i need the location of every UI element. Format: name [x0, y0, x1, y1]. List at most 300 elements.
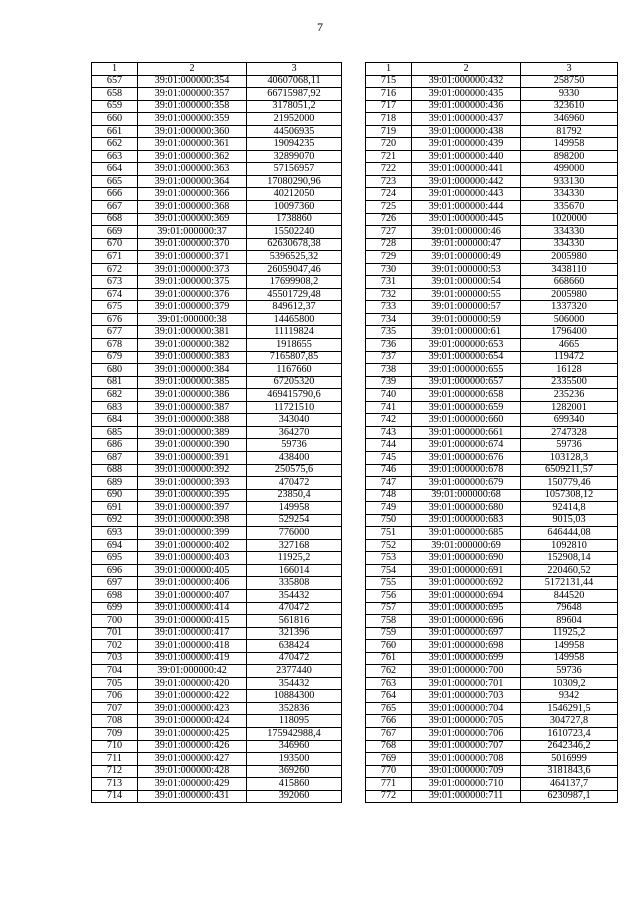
- table-row: [366, 702, 618, 715]
- cadastral-number-cell: 39:01:000000:366: [138, 188, 247, 201]
- table-row: [366, 665, 618, 678]
- cadastral-number-cell: 39:01:000000:429: [138, 778, 247, 791]
- row-number-cell: 657: [92, 75, 138, 88]
- cadastral-number-cell: 39:01:000000:38: [138, 313, 247, 326]
- table-row: [366, 527, 618, 540]
- cadastral-number-cell: 39:01:000000:359: [138, 113, 247, 126]
- value-cell: 699340: [521, 414, 618, 427]
- cadastral-number-cell: 39:01:000000:406: [138, 577, 247, 590]
- table-row: [92, 138, 342, 151]
- row-number-cell: 687: [92, 451, 138, 464]
- row-number-cell: 714: [92, 790, 138, 803]
- cadastral-number-cell: 39:01:000000:393: [138, 477, 247, 490]
- table-row: [92, 627, 342, 640]
- row-number-cell: 691: [92, 502, 138, 515]
- value-cell: 21952000: [247, 113, 342, 126]
- value-cell: 2747328: [521, 426, 618, 439]
- table-row: [92, 564, 342, 577]
- value-cell: 62630678,38: [247, 238, 342, 251]
- table-row: [92, 426, 342, 439]
- value-cell: 470472: [247, 602, 342, 615]
- cadastral-number-cell: 39:01:000000:655: [412, 364, 521, 377]
- value-cell: 5016999: [521, 753, 618, 766]
- table-row: [92, 552, 342, 565]
- table-row: [366, 615, 618, 628]
- value-cell: 11925,2: [521, 627, 618, 640]
- value-cell: 89604: [521, 615, 618, 628]
- row-number-cell: 750: [366, 514, 412, 527]
- row-number-cell: 733: [366, 301, 412, 314]
- row-number-cell: 695: [92, 552, 138, 565]
- table-row: [92, 640, 342, 653]
- column-header: 2: [412, 63, 521, 76]
- value-cell: 235236: [521, 389, 618, 402]
- table-row: [92, 414, 342, 427]
- value-cell: 898200: [521, 150, 618, 163]
- value-cell: 4665: [521, 339, 618, 352]
- table-row: [366, 477, 618, 490]
- table-row: [92, 313, 342, 326]
- row-number-cell: 681: [92, 376, 138, 389]
- table-row: [366, 640, 618, 653]
- cadastral-number-cell: 39:01:000000:392: [138, 464, 247, 477]
- table-row: [366, 238, 618, 251]
- row-number-cell: 761: [366, 652, 412, 665]
- value-cell: 5396525,32: [247, 251, 342, 264]
- cadastral-number-cell: 39:01:000000:384: [138, 364, 247, 377]
- value-cell: 470472: [247, 652, 342, 665]
- table-row: [92, 652, 342, 665]
- table-row: [366, 727, 618, 740]
- row-number-cell: 760: [366, 640, 412, 653]
- cadastral-number-cell: 39:01:000000:399: [138, 527, 247, 540]
- table-row: [92, 276, 342, 289]
- table-row: [366, 163, 618, 176]
- table-row: [92, 439, 342, 452]
- row-number-cell: 670: [92, 238, 138, 251]
- value-cell: 14465800: [247, 313, 342, 326]
- row-number-cell: 684: [92, 414, 138, 427]
- table-row: [92, 702, 342, 715]
- value-cell: 16128: [521, 364, 618, 377]
- row-number-cell: 738: [366, 364, 412, 377]
- column-header: 3: [521, 63, 618, 76]
- value-cell: 258750: [521, 75, 618, 88]
- value-cell: 19094235: [247, 138, 342, 151]
- cadastral-number-cell: 39:01:000000:706: [412, 727, 521, 740]
- value-cell: 321396: [247, 627, 342, 640]
- value-cell: 1610723,4: [521, 727, 618, 740]
- cadastral-number-cell: 39:01:000000:420: [138, 677, 247, 690]
- cadastral-number-cell: 39:01:000000:389: [138, 426, 247, 439]
- cadastral-number-cell: 39:01:000000:653: [412, 339, 521, 352]
- row-number-cell: 763: [366, 677, 412, 690]
- table-row: [92, 451, 342, 464]
- cadastral-number-cell: 39:01:000000:440: [412, 150, 521, 163]
- cadastral-number-cell: 39:01:000000:415: [138, 615, 247, 628]
- table-row: [366, 577, 618, 590]
- cadastral-number-cell: 39:01:000000:398: [138, 514, 247, 527]
- cadastral-number-cell: 39:01:000000:386: [138, 389, 247, 402]
- row-number-cell: 748: [366, 489, 412, 502]
- cadastral-number-cell: 39:01:000000:678: [412, 464, 521, 477]
- cadastral-number-cell: 39:01:000000:385: [138, 376, 247, 389]
- value-cell: 7165807,85: [247, 351, 342, 364]
- value-cell: 149958: [521, 138, 618, 151]
- row-number-cell: 663: [92, 150, 138, 163]
- value-cell: 334330: [521, 188, 618, 201]
- cadastral-number-cell: 39:01:000000:395: [138, 489, 247, 502]
- row-number-cell: 766: [366, 715, 412, 728]
- value-cell: 354432: [247, 677, 342, 690]
- table-row: [92, 150, 342, 163]
- row-number-cell: 696: [92, 564, 138, 577]
- row-number-cell: 739: [366, 376, 412, 389]
- table-row: [92, 389, 342, 402]
- value-cell: 369260: [247, 765, 342, 778]
- row-number-cell: 772: [366, 790, 412, 803]
- value-cell: 152908,14: [521, 552, 618, 565]
- row-number-cell: 669: [92, 226, 138, 239]
- value-cell: 364270: [247, 426, 342, 439]
- table-row: [92, 351, 342, 364]
- table-row: [366, 790, 618, 803]
- table-row: [92, 477, 342, 490]
- cadastral-number-cell: 39:01:000000:69: [412, 539, 521, 552]
- table-row: [366, 100, 618, 113]
- row-number-cell: 708: [92, 715, 138, 728]
- column-header: 1: [92, 63, 138, 76]
- table-row: [366, 602, 618, 615]
- table-row: [366, 690, 618, 703]
- table-row: [366, 627, 618, 640]
- row-number-cell: 722: [366, 163, 412, 176]
- cadastral-number-cell: 39:01:000000:437: [412, 113, 521, 126]
- row-number-cell: 744: [366, 439, 412, 452]
- column-header: 2: [138, 63, 247, 76]
- value-cell: 59736: [247, 439, 342, 452]
- cadastral-number-cell: 39:01:000000:692: [412, 577, 521, 590]
- cadastral-number-cell: 39:01:000000:61: [412, 326, 521, 339]
- value-cell: 17080290,96: [247, 175, 342, 188]
- value-cell: 15502240: [247, 226, 342, 239]
- cadastral-number-cell: 39:01:000000:698: [412, 640, 521, 653]
- row-number-cell: 706: [92, 690, 138, 703]
- table-row: [366, 426, 618, 439]
- row-number-cell: 725: [366, 201, 412, 214]
- row-number-cell: 699: [92, 602, 138, 615]
- cadastral-number-cell: 39:01:000000:55: [412, 288, 521, 301]
- cadastral-number-cell: 39:01:000000:388: [138, 414, 247, 427]
- table-row: [366, 514, 618, 527]
- row-number-cell: 767: [366, 727, 412, 740]
- cadastral-number-cell: 39:01:000000:360: [138, 125, 247, 138]
- row-number-cell: 723: [366, 175, 412, 188]
- table-row: [92, 464, 342, 477]
- value-cell: 150779,46: [521, 477, 618, 490]
- value-cell: 5172131,44: [521, 577, 618, 590]
- value-cell: 10309,2: [521, 677, 618, 690]
- row-number-cell: 727: [366, 226, 412, 239]
- left-register-table: [91, 62, 342, 803]
- value-cell: 3181843,6: [521, 765, 618, 778]
- cadastral-number-cell: 39:01:000000:441: [412, 163, 521, 176]
- row-number-cell: 675: [92, 301, 138, 314]
- value-cell: 844520: [521, 589, 618, 602]
- value-cell: 464137,7: [521, 778, 618, 791]
- table-row: [366, 414, 618, 427]
- value-cell: 6230987,1: [521, 790, 618, 803]
- value-cell: 118095: [247, 715, 342, 728]
- cadastral-number-cell: 39:01:000000:419: [138, 652, 247, 665]
- table-row: [366, 188, 618, 201]
- row-number-cell: 690: [92, 489, 138, 502]
- value-cell: 334330: [521, 226, 618, 239]
- table-row: [366, 753, 618, 766]
- row-number-cell: 758: [366, 615, 412, 628]
- value-cell: 1796400: [521, 326, 618, 339]
- table-row: [366, 226, 618, 239]
- cadastral-number-cell: 39:01:000000:431: [138, 790, 247, 803]
- cadastral-number-cell: 39:01:000000:371: [138, 251, 247, 264]
- cadastral-number-cell: 39:01:000000:417: [138, 627, 247, 640]
- row-number-cell: 703: [92, 652, 138, 665]
- cadastral-number-cell: 39:01:000000:414: [138, 602, 247, 615]
- value-cell: 334330: [521, 238, 618, 251]
- value-cell: 103128,3: [521, 451, 618, 464]
- value-cell: 438400: [247, 451, 342, 464]
- row-number-cell: 704: [92, 665, 138, 678]
- cadastral-number-cell: 39:01:000000:660: [412, 414, 521, 427]
- table-row: [92, 376, 342, 389]
- value-cell: 469415790,6: [247, 389, 342, 402]
- cadastral-number-cell: 39:01:000000:439: [412, 138, 521, 151]
- cadastral-number-cell: 39:01:000000:424: [138, 715, 247, 728]
- value-cell: 529254: [247, 514, 342, 527]
- cadastral-number-cell: 39:01:000000:354: [138, 75, 247, 88]
- column-header: 1: [366, 63, 412, 76]
- value-cell: 81792: [521, 125, 618, 138]
- row-number-cell: 746: [366, 464, 412, 477]
- value-cell: 346960: [247, 740, 342, 753]
- value-cell: 3178051,2: [247, 100, 342, 113]
- cadastral-number-cell: 39:01:000000:694: [412, 589, 521, 602]
- value-cell: 250575,6: [247, 464, 342, 477]
- table-row: [92, 577, 342, 590]
- row-number-cell: 671: [92, 251, 138, 264]
- row-number-cell: 728: [366, 238, 412, 251]
- cadastral-number-cell: 39:01:000000:705: [412, 715, 521, 728]
- table-row: [92, 715, 342, 728]
- table-row: [366, 326, 618, 339]
- cadastral-number-cell: 39:01:000000:425: [138, 727, 247, 740]
- table-row: [92, 753, 342, 766]
- value-cell: 776000: [247, 527, 342, 540]
- table-row: [92, 75, 342, 88]
- table-row: [92, 602, 342, 615]
- value-cell: 10884300: [247, 690, 342, 703]
- table-row: [366, 451, 618, 464]
- table-row: [92, 690, 342, 703]
- value-cell: 220460,52: [521, 564, 618, 577]
- cadastral-number-cell: 39:01:000000:680: [412, 502, 521, 515]
- cadastral-number-cell: 39:01:000000:709: [412, 765, 521, 778]
- row-number-cell: 740: [366, 389, 412, 402]
- value-cell: 2377440: [247, 665, 342, 678]
- value-cell: 1738860: [247, 213, 342, 226]
- cadastral-number-cell: 39:01:000000:683: [412, 514, 521, 527]
- table-row: [366, 75, 618, 88]
- cadastral-number-cell: 39:01:000000:68: [412, 489, 521, 502]
- cadastral-number-cell: 39:01:000000:362: [138, 150, 247, 163]
- table-row: [366, 263, 618, 276]
- table-row: [366, 125, 618, 138]
- row-number-cell: 668: [92, 213, 138, 226]
- value-cell: 415860: [247, 778, 342, 791]
- row-number-cell: 762: [366, 665, 412, 678]
- row-number-cell: 734: [366, 313, 412, 326]
- value-cell: 166014: [247, 564, 342, 577]
- cadastral-number-cell: 39:01:000000:37: [138, 226, 247, 239]
- table-row: [92, 238, 342, 251]
- value-cell: 11119824: [247, 326, 342, 339]
- cadastral-number-cell: 39:01:000000:654: [412, 351, 521, 364]
- table-row: [366, 740, 618, 753]
- row-number-cell: 745: [366, 451, 412, 464]
- row-number-cell: 756: [366, 589, 412, 602]
- value-cell: 149958: [521, 640, 618, 653]
- row-number-cell: 759: [366, 627, 412, 640]
- value-cell: 2335500: [521, 376, 618, 389]
- row-number-cell: 694: [92, 539, 138, 552]
- cadastral-number-cell: 39:01:000000:423: [138, 702, 247, 715]
- cadastral-number-cell: 39:01:000000:679: [412, 477, 521, 490]
- cadastral-number-cell: 39:01:000000:373: [138, 263, 247, 276]
- row-number-cell: 707: [92, 702, 138, 715]
- table-row: [366, 539, 618, 552]
- cadastral-number-cell: 39:01:000000:361: [138, 138, 247, 151]
- table-row: [92, 740, 342, 753]
- cadastral-number-cell: 39:01:000000:445: [412, 213, 521, 226]
- row-number-cell: 771: [366, 778, 412, 791]
- table-row: [366, 138, 618, 151]
- row-number-cell: 755: [366, 577, 412, 590]
- cadastral-number-cell: 39:01:000000:443: [412, 188, 521, 201]
- row-number-cell: 692: [92, 514, 138, 527]
- cadastral-number-cell: 39:01:000000:695: [412, 602, 521, 615]
- row-number-cell: 769: [366, 753, 412, 766]
- row-number-cell: 720: [366, 138, 412, 151]
- cadastral-number-cell: 39:01:000000:444: [412, 201, 521, 214]
- table-row: [92, 301, 342, 314]
- row-number-cell: 672: [92, 263, 138, 276]
- row-number-cell: 710: [92, 740, 138, 753]
- cadastral-number-cell: 39:01:000000:54: [412, 276, 521, 289]
- table-row: [92, 226, 342, 239]
- cadastral-number-cell: 39:01:000000:699: [412, 652, 521, 665]
- cadastral-number-cell: 39:01:000000:418: [138, 640, 247, 653]
- cadastral-number-cell: 39:01:000000:47: [412, 238, 521, 251]
- value-cell: 45501729,48: [247, 288, 342, 301]
- cadastral-number-cell: 39:01:000000:49: [412, 251, 521, 264]
- value-cell: 638424: [247, 640, 342, 653]
- row-number-cell: 680: [92, 364, 138, 377]
- row-number-cell: 664: [92, 163, 138, 176]
- row-number-cell: 718: [366, 113, 412, 126]
- cadastral-number-cell: 39:01:000000:708: [412, 753, 521, 766]
- row-number-cell: 658: [92, 88, 138, 101]
- row-number-cell: 660: [92, 113, 138, 126]
- table-row: [92, 539, 342, 552]
- value-cell: 175942988,4: [247, 727, 342, 740]
- value-cell: 2642346,2: [521, 740, 618, 753]
- value-cell: 67205320: [247, 376, 342, 389]
- right-register-table: [365, 62, 618, 803]
- row-number-cell: 713: [92, 778, 138, 791]
- cadastral-number-cell: 39:01:000000:59: [412, 313, 521, 326]
- row-number-cell: 764: [366, 690, 412, 703]
- table-row: [92, 100, 342, 113]
- cadastral-number-cell: 39:01:000000:357: [138, 88, 247, 101]
- table-row: [92, 288, 342, 301]
- cadastral-number-cell: 39:01:000000:435: [412, 88, 521, 101]
- value-cell: 354432: [247, 589, 342, 602]
- row-number-cell: 765: [366, 702, 412, 715]
- row-number-cell: 659: [92, 100, 138, 113]
- cadastral-number-cell: 39:01:000000:674: [412, 439, 521, 452]
- table-row: [366, 150, 618, 163]
- value-cell: 323610: [521, 100, 618, 113]
- row-number-cell: 693: [92, 527, 138, 540]
- table-row: [366, 502, 618, 515]
- table-row: [92, 615, 342, 628]
- cadastral-number-cell: 39:01:000000:407: [138, 589, 247, 602]
- cadastral-number-cell: 39:01:000000:711: [412, 790, 521, 803]
- cadastral-number-cell: 39:01:000000:53: [412, 263, 521, 276]
- value-cell: 327168: [247, 539, 342, 552]
- table-row: [92, 589, 342, 602]
- row-number-cell: 737: [366, 351, 412, 364]
- row-number-cell: 742: [366, 414, 412, 427]
- table-row: [366, 213, 618, 226]
- cadastral-number-cell: 39:01:000000:369: [138, 213, 247, 226]
- cadastral-number-cell: 39:01:000000:358: [138, 100, 247, 113]
- table-row: [92, 251, 342, 264]
- table-row: [92, 364, 342, 377]
- table-row: [92, 88, 342, 101]
- row-number-cell: 732: [366, 288, 412, 301]
- value-cell: 1057308,12: [521, 489, 618, 502]
- value-cell: 79648: [521, 602, 618, 615]
- cadastral-number-cell: 39:01:000000:397: [138, 502, 247, 515]
- row-number-cell: 686: [92, 439, 138, 452]
- table-row: [366, 778, 618, 791]
- table-row: [92, 263, 342, 276]
- value-cell: 506000: [521, 313, 618, 326]
- table-row: [92, 201, 342, 214]
- cadastral-number-cell: 39:01:000000:375: [138, 276, 247, 289]
- value-cell: 40607068,11: [247, 75, 342, 88]
- value-cell: 470472: [247, 477, 342, 490]
- cadastral-number-cell: 39:01:000000:370: [138, 238, 247, 251]
- cadastral-number-cell: 39:01:000000:696: [412, 615, 521, 628]
- right-table-body: [366, 63, 618, 803]
- value-cell: 57156957: [247, 163, 342, 176]
- row-number-cell: 736: [366, 339, 412, 352]
- row-number-cell: 678: [92, 339, 138, 352]
- cadastral-number-cell: 39:01:000000:403: [138, 552, 247, 565]
- value-cell: 10097360: [247, 201, 342, 214]
